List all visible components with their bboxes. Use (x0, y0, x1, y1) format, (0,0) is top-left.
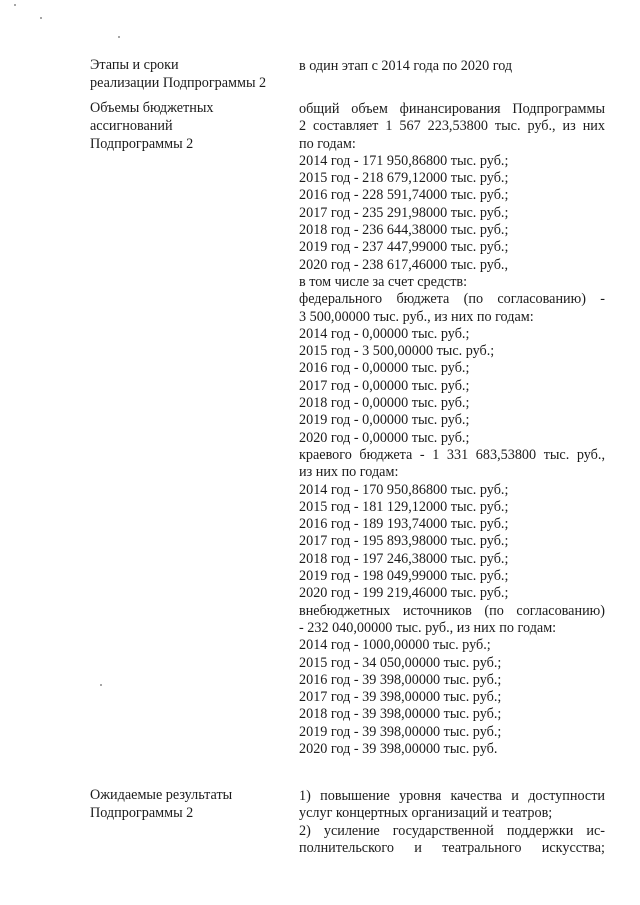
value-line: в один этап с 2014 года по 2020 год (299, 58, 513, 74)
value-line: 2016 год - 0,00000 тыс. руб.; (299, 360, 470, 377)
value-line: 2019 год - 0,00000 тыс. руб.; (299, 412, 470, 429)
value-line: федерального бюджета (по согласованию) - (299, 291, 605, 308)
value-line: 2015 год - 3 500,00000 тыс. руб.; (299, 343, 495, 360)
value-line: внебюджетных источников (по согласованию) (299, 602, 605, 619)
scan-speck (100, 684, 102, 686)
label-line: Подпрограммы 2 (90, 135, 194, 152)
row-value (299, 101, 605, 758)
row-label (90, 787, 290, 823)
value-line: - 232 040,00000 тыс. руб., из них по годам: (299, 619, 557, 636)
value-line: 2018 год - 39 398,00000 тыс. руб.; (299, 706, 502, 723)
value-line: 2020 год - 39 398,00000 тыс. руб. (299, 740, 498, 757)
row-label (90, 100, 290, 153)
value-line: краевого бюджета - 1 331 683,53800 тыс. руб., (299, 446, 605, 463)
scan-speck (40, 17, 42, 19)
value-line: по годам: (299, 135, 356, 152)
value-line: 2019 год - 237 447,99000 тыс. руб.; (299, 239, 509, 256)
row-value (299, 58, 605, 75)
value-line: 2020 год - 199 219,46000 тыс. руб.; (299, 585, 509, 602)
value-line: 2015 год - 34 050,00000 тыс. руб.; (299, 654, 502, 671)
value-line: 2016 год - 189 193,74000 тыс. руб.; (299, 516, 509, 533)
scan-speck (14, 4, 16, 6)
value-line: 2018 год - 236 644,38000 тыс. руб.; (299, 222, 509, 239)
value-line: 2014 год - 170 950,86800 тыс. руб.; (299, 481, 509, 498)
row-value (299, 788, 605, 857)
label-line: ассигнований (90, 117, 173, 134)
label-line: реализации Подпрограммы 2 (90, 74, 267, 91)
value-line: 2015 год - 218 679,12000 тыс. руб.; (299, 170, 509, 187)
value-line: общий объем финансирования Подпрограммы (299, 101, 605, 117)
value-line: 2014 год - 1000,00000 тыс. руб.; (299, 637, 491, 654)
value-line: в том числе за счет средств: (299, 273, 468, 290)
value-line: 2016 год - 39 398,00000 тыс. руб.; (299, 671, 502, 688)
value-line: полнительского и театрального искусства; (299, 839, 605, 856)
value-line: из них по годам: (299, 464, 399, 481)
value-line: 2) усиление государственной поддержки ис- (299, 822, 605, 839)
value-line: 2014 год - 0,00000 тыс. руб.; (299, 325, 470, 342)
value-line: 2020 год - 238 617,46000 тыс. руб., (299, 256, 509, 273)
value-line: 2019 год - 39 398,00000 тыс. руб.; (299, 723, 502, 740)
value-line: 2018 год - 197 246,38000 тыс. руб.; (299, 550, 509, 567)
label-line: Подпрограммы 2 (90, 804, 194, 821)
value-line: 2017 год - 39 398,00000 тыс. руб.; (299, 689, 502, 706)
value-line: 2016 год - 228 591,74000 тыс. руб.; (299, 187, 509, 204)
value-line: 2017 год - 195 893,98000 тыс. руб.; (299, 533, 509, 550)
value-line: 2015 год - 181 129,12000 тыс. руб.; (299, 498, 509, 515)
value-line: 2017 год - 0,00000 тыс. руб.; (299, 377, 470, 394)
label-line: Ожидаемые результаты (90, 787, 233, 803)
value-line: 1) повышение уровня качества и доступности (299, 788, 605, 804)
label-line: Этапы и сроки (90, 57, 179, 73)
value-line: 3 500,00000 тыс. руб., из них по годам: (299, 308, 534, 325)
label-line: Объемы бюджетных (90, 100, 214, 116)
value-line: 2020 год - 0,00000 тыс. руб.; (299, 429, 470, 446)
value-line: 2014 год - 171 950,86800 тыс. руб.; (299, 152, 509, 169)
value-line: 2018 год - 0,00000 тыс. руб.; (299, 395, 470, 412)
scan-speck (118, 36, 120, 38)
value-line: 2 составляет 1 567 223,53800 тыс. руб., из них (299, 118, 605, 135)
value-line: 2019 год - 198 049,99000 тыс. руб.; (299, 568, 509, 585)
value-line: 2017 год - 235 291,98000 тыс. руб.; (299, 204, 509, 221)
value-line: услуг концертных организаций и театров; (299, 805, 553, 822)
row-label (90, 57, 290, 93)
